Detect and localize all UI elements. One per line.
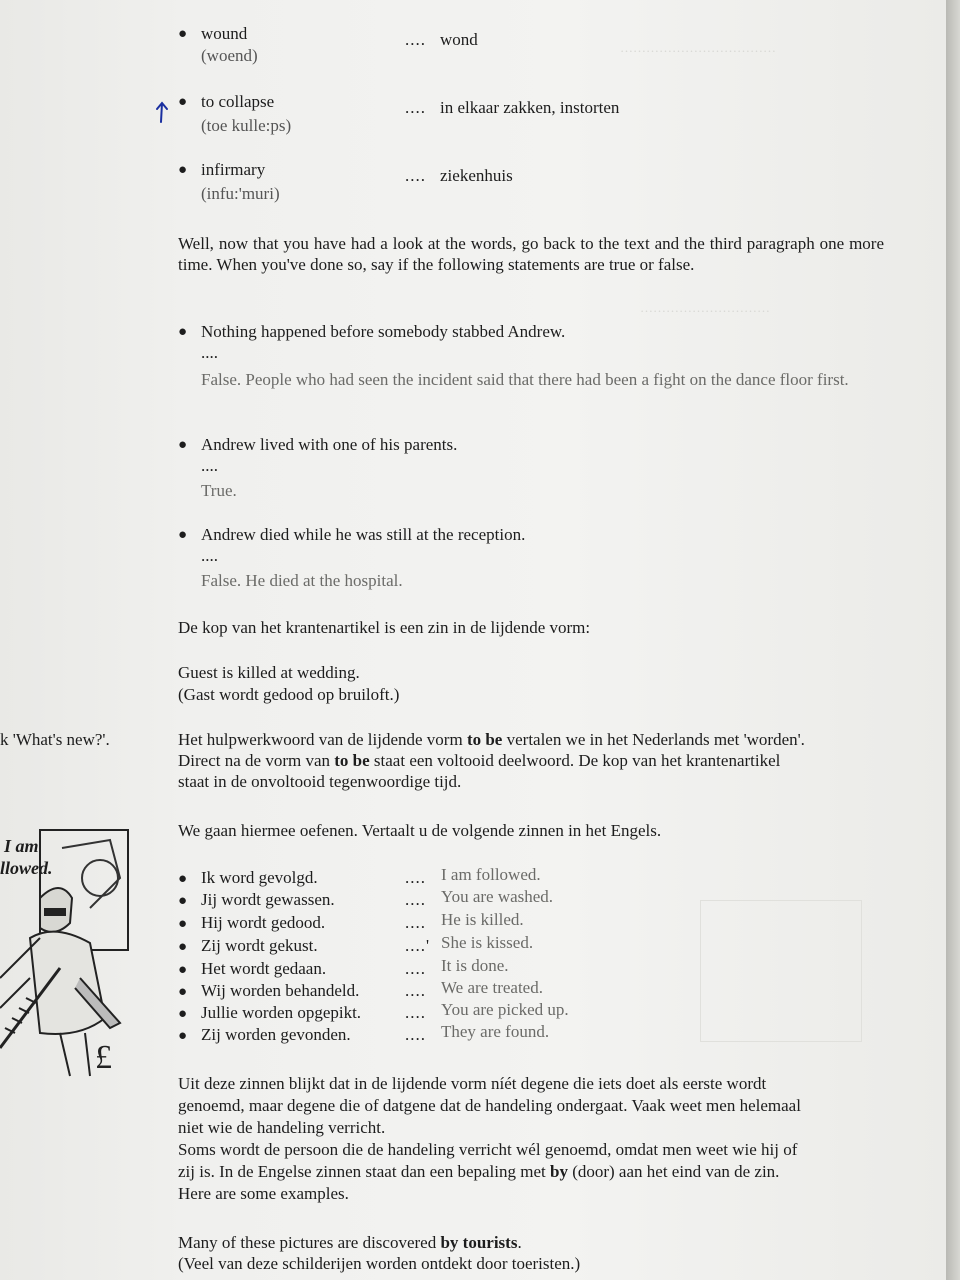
bullet-icon: ● [178,871,188,887]
cartoon-caption: llowed. [0,858,53,878]
answer-dots: .... [405,1025,426,1044]
headline-intro: De kop van het krantenartikel is een zin in de lijdende vorm: [178,618,591,637]
dutch-sentence: Het wordt gedaan. [201,959,327,978]
bullet-icon: ● [178,1006,188,1022]
bullet-icon: ● [178,437,188,453]
dutch-sentence: Jullie worden opgepikt. [201,1003,362,1022]
headline-translation: (Gast wordt gedood op bruiloft.) [178,685,400,704]
pen-mark-icon [154,100,170,126]
english-answer: You are picked up. [441,1000,569,1019]
statement: Nothing happened before somebody stabbed Andrew. [201,322,566,341]
example-sentence: Many of these pictures are discovered by tourists. (Veel van deze schilderijen worden ontdekt door toeristen.) [178,1233,581,1273]
answer-dots: .... [405,30,426,49]
vocab-translation: in elkaar zakken, instorten [440,98,620,117]
margin-note: k 'What's new?'. [0,730,110,749]
handwritten-answer: False. He died at the hospital. [201,571,403,590]
bullet-icon: ● [178,916,188,932]
grammar-explanation: Het hulpwerkwoord van de lijdende vorm to be vertalen we in het Nederlands met 'worden'. Direct na de vorm van to be staat een voltooid deelwoord. De kop van het krantenartikel staat in de onvoltooid tegenwoordige tijd. [178,730,805,791]
cartoon-followed-illustration [0,828,130,1078]
bullet-icon: ● [178,1028,188,1044]
answer-dots: ....' [405,936,431,955]
english-answer: I am followed. [441,865,541,884]
vocab-word: infirmary [201,160,266,179]
headline-example: Guest is killed at wedding. [178,663,360,682]
dutch-sentence: Zij worden gevonden. [201,1025,351,1044]
bullet-icon: ● [178,893,188,909]
show-through-image [700,900,862,1042]
handwritten-answer: False. People who had seen the incident said that there had been a fight on the dance floor first. [201,370,849,389]
bullet-icon: ● [178,962,188,978]
dutch-sentence: Jij wordt gewassen. [201,890,335,909]
answer-dots: .... [405,959,426,978]
english-answer: We are treated. [441,978,543,997]
page-edge [946,0,960,1280]
dutch-sentence: Ik word gevolgd. [201,868,318,887]
bullet-icon: ● [178,26,188,42]
vocab-word: to collapse [201,92,275,111]
bullet-icon: ● [178,984,188,1000]
english-answer: They are found. [441,1022,550,1041]
vocab-translation: ziekenhuis [440,166,513,185]
bullet-icon: ● [178,94,188,110]
answer-dots: .... [405,166,426,185]
handwritten-answer: True. [201,481,237,500]
answer-dots: .... [405,981,426,1000]
exercise-instruction: We gaan hiermee oefenen. Vertaalt u de volgende zinnen in het Engels. [178,821,662,840]
cartoon-caption: I am [4,836,39,856]
bullet-icon: ● [178,939,188,955]
dutch-sentence: Hij wordt gedood. [201,913,326,932]
answer-dots: .... [405,98,426,117]
instruction-paragraph: Well, now that you have had a look at the words, go back to the text and the third paragraph one more time. When you've done so, say if the following statements are true or false. [178,234,884,274]
bullet-icon: ● [178,162,188,178]
english-answer: He is killed. [441,910,524,929]
vocab-pronunciation: (infu:'muri) [201,184,280,203]
english-answer: It is done. [441,956,509,975]
dutch-sentence: Zij wordt gekust. [201,936,318,955]
answer-dots: .... [201,546,218,565]
bullet-icon: ● [178,527,188,543]
svg-text:£: £ [95,1039,112,1076]
dutch-sentence: Wij worden behandeld. [201,981,360,1000]
passive-explanation: Uit deze zinnen blijkt dat in de lijdende vorm níét degene die iets doet als eerste wordt genoemd, maar degene die of datgene dat de handeling ondergaat. Vaak weet men helemaal niet wie de handeling verricht. Soms wordt de persoon die de handeling verricht wél genoemd, omdat men weet wie hij of zij is. In de Engelse zinnen staat dan een bepaling met by (door) aan het eind van de zin. Here are some examples. [178,1074,801,1203]
vocab-word: wound [201,24,248,43]
show-through-text: ……………………………… [620,40,776,55]
vocab-pronunciation: (toe kulle:ps) [201,116,292,135]
statement: Andrew died while he was still at the reception. [201,525,526,544]
bullet-icon: ● [178,324,188,340]
vocab-translation: wond [440,30,478,49]
answer-dots: .... [405,868,426,887]
vocab-pronunciation: (woend) [201,46,258,65]
answer-dots: .... [405,1003,426,1022]
english-answer: She is kissed. [441,933,534,952]
answer-dots: .... [405,913,426,932]
statement: Andrew lived with one of his parents. [201,435,458,454]
answer-dots: .... [405,890,426,909]
english-answer: You are washed. [441,887,554,906]
answer-dots: .... [201,343,218,362]
show-through-text: ………………………… [640,300,770,315]
answer-dots: .... [201,456,218,475]
